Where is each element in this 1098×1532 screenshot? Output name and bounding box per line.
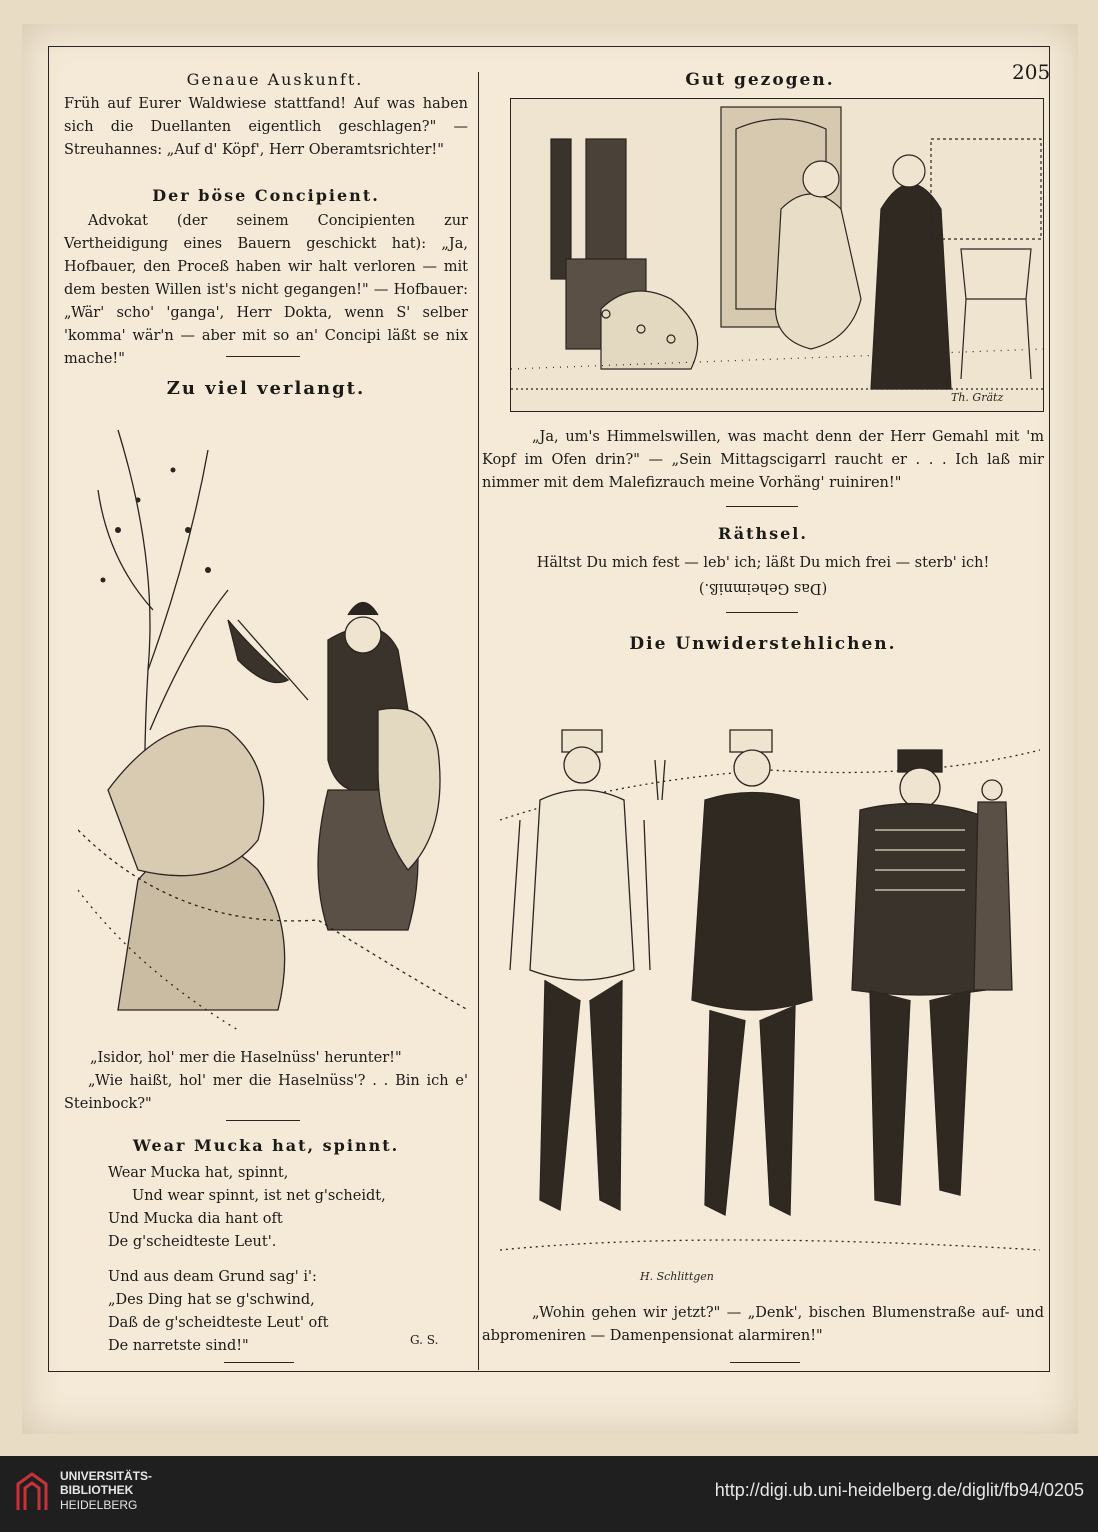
- library-name-line3: HEIDELBERG: [60, 1498, 138, 1512]
- right-title-raethsel: Räthsel.: [718, 524, 808, 543]
- separator-rule: [226, 356, 300, 357]
- poem-author: G. S.: [410, 1333, 439, 1347]
- separator-rule: [730, 1362, 800, 1363]
- woman-umbrella-drawing: [78, 410, 468, 1040]
- separator-rule: [726, 506, 798, 507]
- library-name-line1: UNIVERSITÄTS-: [60, 1469, 153, 1483]
- right-title-gut-gezogen: Gut gezogen.: [685, 70, 835, 90]
- left-title-genaue-auskunft: Genaue Auskunft.: [186, 70, 364, 89]
- left-text-genaue-auskunft: Früh auf Eurer Waldwiese stattfand! Auf was haben sich die Duellanten eigentlich geschlagen?" — Streuhannes: „Auf d' Köpf', Herr Oberamtsrichter!": [64, 96, 468, 158]
- left-title-wear-mucka: Wear Mucka hat, spinnt.: [132, 1136, 400, 1155]
- permalink-url[interactable]: http://digi.ub.uni-heidelberg.de/diglit/fb94/0205: [714, 1480, 1084, 1500]
- poem-line: De g'scheidteste Leut'.: [108, 1234, 277, 1250]
- poem-line: Und Mucka dia hant oft: [108, 1211, 283, 1227]
- page-number: 205: [1012, 60, 1051, 84]
- left-title-zu-viel-verlangt: Zu viel verlangt.: [166, 378, 366, 399]
- officers-drawing: [500, 690, 1040, 1294]
- library-logo-icon[interactable]: [14, 1470, 50, 1514]
- signature-graetz: Th. Grätz: [951, 391, 1004, 404]
- poem-line: Daß de g'scheidteste Leut' oft: [108, 1315, 329, 1331]
- riddle-text: Hältst Du mich fest — leb' ich; läßt Du mich frei — sterb' ich!: [536, 555, 990, 571]
- caption-isidor: „Isidor, hol' mer die Haselnüss' herunter!": [90, 1050, 402, 1066]
- left-title-concipient: Der böse Concipient.: [152, 186, 380, 205]
- poem-line: De narretste sind!": [108, 1338, 249, 1354]
- poem-line: Und wear spinnt, ist net g'scheidt,: [132, 1188, 386, 1204]
- room-scene-drawing: [511, 99, 1043, 411]
- separator-rule: [224, 1362, 294, 1363]
- illustration-gut-gezogen: [510, 98, 1044, 412]
- right-title-unwiderstehlichen: Die Unwiderstehlichen.: [629, 634, 897, 654]
- separator-rule: [226, 1120, 300, 1121]
- signature-schlittgen: H. Schlittgen: [640, 1270, 714, 1283]
- footer-bar: [0, 1456, 1098, 1532]
- caption-steinbock: „Wie haißt, hol' mer die Haselnüss'? . . Bin ich e' Steinbock?": [64, 1073, 468, 1112]
- illustration-zu-viel-verlangt: [78, 410, 468, 1040]
- riddle-answer-inverted: (Das Geheimniß.): [698, 580, 828, 596]
- column-divider: [478, 72, 479, 1370]
- caption-unwiderstehlichen: „Wohin gehen wir jetzt?" — „Denk', bischen Blumenstraße auf- und abpromeniren — Damenpensionat alarmiren!": [482, 1305, 1044, 1344]
- poem-line: „Des Ding hat se g'schwind,: [108, 1292, 315, 1308]
- poem-line: Und aus deam Grund sag' i':: [108, 1269, 317, 1285]
- illustration-unwiderstehlichen: [500, 690, 1040, 1294]
- library-name-line2: BIBLIOTHEK: [60, 1483, 134, 1497]
- poem: [108, 1162, 448, 1358]
- caption-gut-gezogen: „Ja, um's Himmelswillen, was macht denn der Herr Gemahl mit 'm Kopf im Ofen drin?" — „Sein Mittagscigarrl raucht er . . . Ich laß mir nimmer mit dem Malefizrauch meine Vorhäng' ruiniren!": [482, 429, 1044, 491]
- left-text-concipient: Advokat (der seinem Concipienten zur Vertheidigung eines Bauern geschickt hat): „Ja, Hofbauer, den Proceß haben wir halt verloren — mit dem besten Willen ist's nicht gegangen!" — Hofbauer: „Wär' scho' 'ganga', Herr Dokta, wenn S' selber 'komma' wär'n — aber mit so an' Concipi läßt se nix mache!": [64, 213, 468, 367]
- separator-rule: [726, 612, 798, 613]
- poem-line: Wear Mucka hat, spinnt,: [108, 1165, 289, 1181]
